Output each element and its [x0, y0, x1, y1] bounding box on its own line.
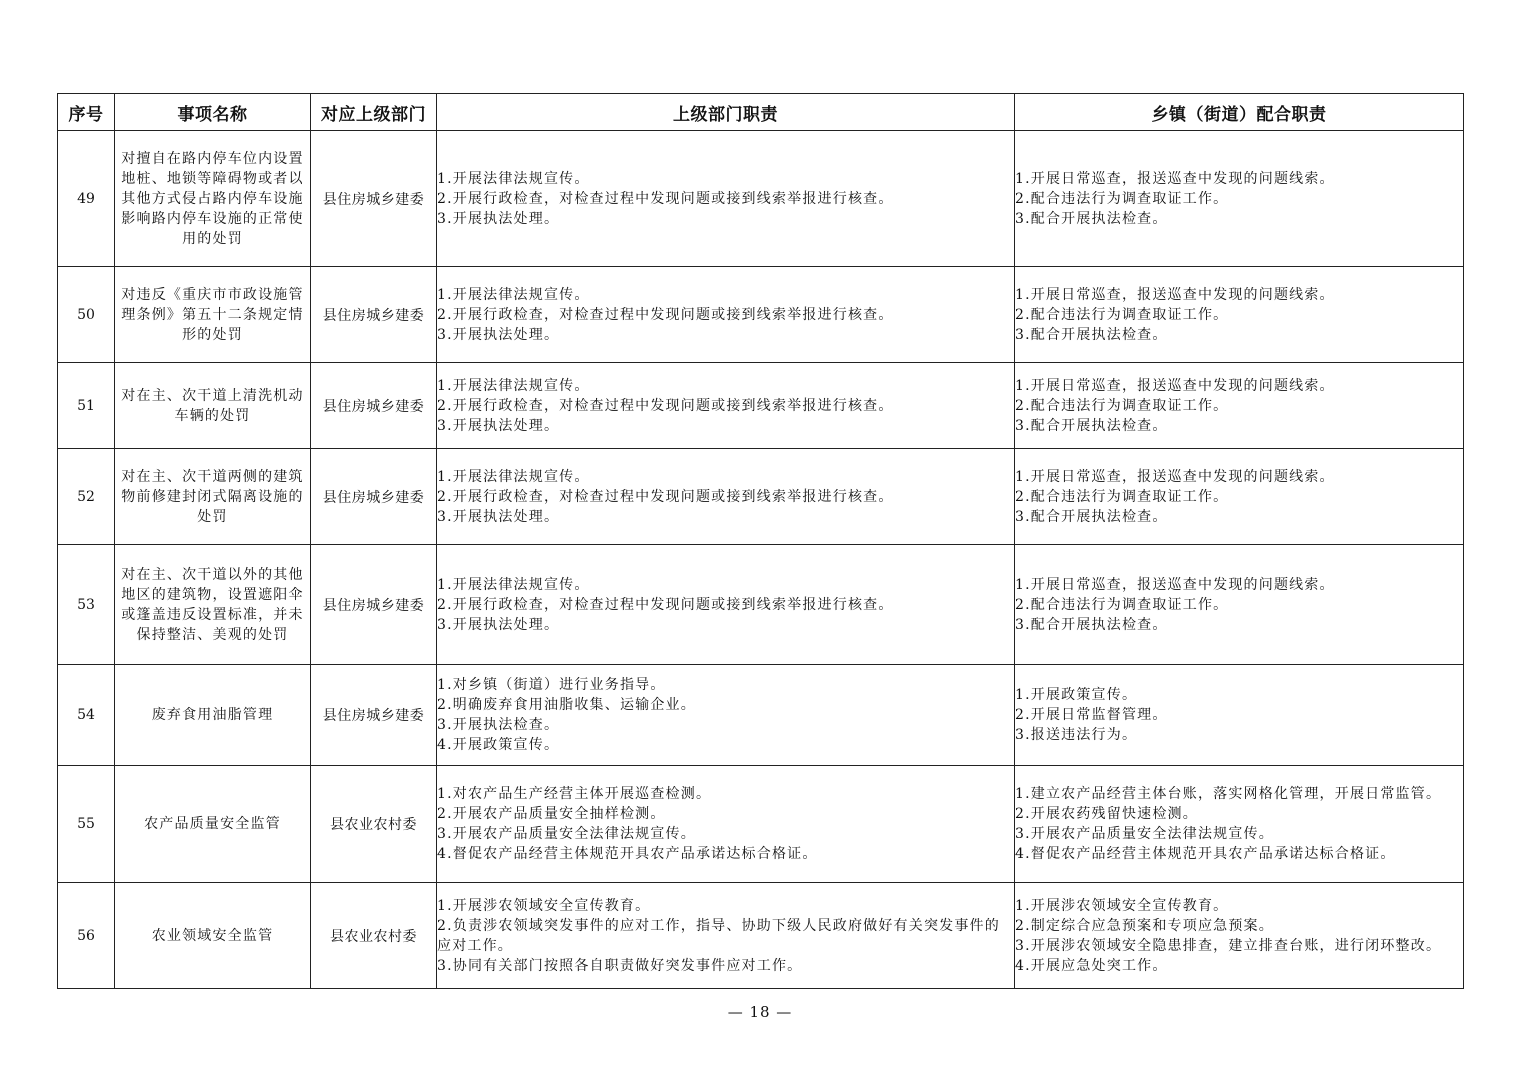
duty-line: 1.开展法律法规宣传。 [437, 377, 590, 394]
table-row [58, 449, 1464, 545]
row-town-duties [1015, 267, 1464, 363]
row-item-name: 农业领域安全监管 [115, 883, 311, 989]
duty-line: 3.开展执法检查。 [437, 717, 560, 733]
row-department: 县住房城乡建委 [311, 363, 437, 449]
duty-line: 3.配合开展执法检查。 [1015, 616, 1168, 633]
duty-line: 1.开展政策宣传。 [1015, 687, 1138, 703]
duty-line: 3.开展执法处理。 [437, 210, 560, 227]
row-town-duties [1015, 545, 1464, 665]
table-row [58, 883, 1464, 989]
row-upper-duties [437, 883, 1015, 989]
duty-line: 2.开展行政检查，对检查过程中发现问题或接到线索举报进行核查。 [437, 306, 894, 323]
row-upper-duties [437, 449, 1015, 545]
table-row [58, 267, 1464, 363]
duty-line: 2.明确废弃食用油脂收集、运输企业。 [437, 697, 696, 713]
duty-line: 2.配合违法行为调查取证工作。 [1015, 190, 1229, 207]
duty-line: 2.开展农药残留快速检测。 [1015, 806, 1198, 822]
duty-line: 1.开展法律法规宣传。 [437, 286, 590, 303]
duty-line: 3.报送违法行为。 [1015, 727, 1138, 743]
duty-line: 3.开展执法处理。 [437, 326, 560, 343]
duty-line: 3.开展农产品质量安全法律法规宣传。 [1015, 826, 1274, 842]
duty-line: 2.开展行政检查，对检查过程中发现问题或接到线索举报进行核查。 [437, 596, 894, 613]
table-row [58, 766, 1464, 883]
duty-line: 2.配合违法行为调查取证工作。 [1015, 397, 1229, 414]
row-upper-duties [437, 267, 1015, 363]
duty-line: 2.开展行政检查，对检查过程中发现问题或接到线索举报进行核查。 [437, 488, 894, 505]
duty-line: 2.开展日常监督管理。 [1015, 707, 1168, 723]
row-department: 县住房城乡建委 [311, 131, 437, 267]
duty-line: 1.开展日常巡查，报送巡查中发现的问题线索。 [1015, 286, 1335, 303]
duty-line: 2.制定综合应急预案和专项应急预案。 [1015, 917, 1274, 934]
duty-line: 1.开展日常巡查，报送巡查中发现的问题线索。 [1015, 377, 1335, 394]
row-town-duties [1015, 363, 1464, 449]
duty-line: 1.开展法律法规宣传。 [437, 576, 590, 593]
row-upper-duties [437, 131, 1015, 267]
table-row [58, 545, 1464, 665]
header-item-name: 事项名称 [115, 94, 311, 131]
row-town-duties [1015, 449, 1464, 545]
header-serial: 序号 [58, 94, 115, 131]
header-upper-duties: 上级部门职责 [437, 94, 1015, 131]
duty-line: 4.督促农产品经营主体规范开具农产品承诺达标合格证。 [437, 846, 818, 862]
row-serial: 51 [58, 363, 115, 449]
duty-line: 1.开展日常巡查，报送巡查中发现的问题线索。 [1015, 170, 1335, 187]
duty-line: 3.协同有关部门按照各自职责做好突发事件应对工作。 [437, 957, 803, 974]
duty-line: 3.开展农产品质量安全法律法规宣传。 [437, 826, 696, 842]
row-upper-duties [437, 545, 1015, 665]
duty-line: 3.开展涉农领域安全隐患排查，建立排查台账，进行闭环整改。 [1015, 937, 1442, 954]
row-town-duties [1015, 665, 1464, 766]
duty-line: 2.负责涉农领域突发事件的应对工作，指导、协助下级人民政府做好有关突发事件的应对工作。 [437, 917, 1000, 954]
row-item-name: 农产品质量安全监管 [115, 766, 311, 883]
row-serial: 56 [58, 883, 115, 989]
header-upper-department: 对应上级部门 [311, 94, 437, 131]
table-row [58, 363, 1464, 449]
duty-line: 2.开展农产品质量安全抽样检测。 [437, 806, 666, 822]
duty-line: 3.开展执法处理。 [437, 417, 560, 434]
row-department: 县住房城乡建委 [311, 449, 437, 545]
row-town-duties [1015, 766, 1464, 883]
table-row [58, 665, 1464, 766]
duty-line: 3.配合开展执法检查。 [1015, 326, 1168, 343]
duty-line: 3.配合开展执法检查。 [1015, 508, 1168, 525]
row-department: 县农业农村委 [311, 883, 437, 989]
row-item-name: 对在主、次干道上清洗机动车辆的处罚 [115, 363, 311, 449]
row-department: 县住房城乡建委 [311, 665, 437, 766]
duty-line: 3.配合开展执法检查。 [1015, 210, 1168, 227]
row-serial: 55 [58, 766, 115, 883]
row-serial: 52 [58, 449, 115, 545]
table-header-row [58, 94, 1464, 131]
duty-line: 3.开展执法处理。 [437, 616, 560, 633]
row-department: 县农业农村委 [311, 766, 437, 883]
duty-line: 1.开展日常巡查，报送巡查中发现的问题线索。 [1015, 468, 1335, 485]
row-department: 县住房城乡建委 [311, 267, 437, 363]
duty-line: 1.开展涉农领域安全宣传教育。 [437, 897, 651, 914]
row-item-name: 对擅自在路内停车位内设置地桩、地锁等障碍物或者以其他方式侵占路内停车设施影响路内停车设施的正常使用的处罚 [115, 131, 311, 267]
header-town-duties: 乡镇（街道）配合职责 [1015, 94, 1464, 131]
duty-line: 1.对农产品生产经营主体开展巡查检测。 [437, 786, 712, 802]
duty-line: 1.开展涉农领域安全宣传教育。 [1015, 897, 1229, 914]
duty-line: 2.开展行政检查，对检查过程中发现问题或接到线索举报进行核查。 [437, 190, 894, 207]
duty-line: 2.配合违法行为调查取证工作。 [1015, 596, 1229, 613]
row-item-name: 废弃食用油脂管理 [115, 665, 311, 766]
duty-line: 1.开展日常巡查，报送巡查中发现的问题线索。 [1015, 576, 1335, 593]
row-town-duties [1015, 131, 1464, 267]
duty-line: 2.配合违法行为调查取证工作。 [1015, 306, 1229, 323]
row-town-duties [1015, 883, 1464, 989]
table-row [58, 131, 1464, 267]
row-item-name: 对在主、次干道以外的其他地区的建筑物，设置遮阳伞或篷盖违反设置标准，并未保持整洁、美观的处罚 [115, 545, 311, 665]
duties-table [57, 93, 1464, 989]
document-sheet [57, 93, 1463, 989]
row-item-name: 对在主、次干道两侧的建筑物前修建封闭式隔离设施的处罚 [115, 449, 311, 545]
page-number: — 18 — [727, 1003, 793, 1021]
row-item-name: 对违反《重庆市市政设施管理条例》第五十二条规定情形的处罚 [115, 267, 311, 363]
row-upper-duties [437, 766, 1015, 883]
duty-line: 1.开展法律法规宣传。 [437, 468, 590, 485]
duty-line: 4.督促农产品经营主体规范开具农产品承诺达标合格证。 [1015, 846, 1396, 862]
row-upper-duties [437, 363, 1015, 449]
duty-line: 4.开展政策宣传。 [437, 737, 560, 753]
duty-line: 3.开展执法处理。 [437, 508, 560, 525]
row-upper-duties [437, 665, 1015, 766]
row-serial: 49 [58, 131, 115, 267]
row-serial: 53 [58, 545, 115, 665]
duty-line: 1.开展法律法规宣传。 [437, 170, 590, 187]
duty-line: 3.配合开展执法检查。 [1015, 417, 1168, 434]
duty-line: 1.对乡镇（街道）进行业务指导。 [437, 677, 666, 693]
duty-line: 4.开展应急处突工作。 [1015, 957, 1168, 974]
duty-line: 1.建立农产品经营主体台账，落实网格化管理，开展日常监管。 [1015, 786, 1442, 802]
row-department: 县住房城乡建委 [311, 545, 437, 665]
duty-line: 2.开展行政检查，对检查过程中发现问题或接到线索举报进行核查。 [437, 397, 894, 414]
duty-line: 2.配合违法行为调查取证工作。 [1015, 488, 1229, 505]
row-serial: 50 [58, 267, 115, 363]
row-serial: 54 [58, 665, 115, 766]
